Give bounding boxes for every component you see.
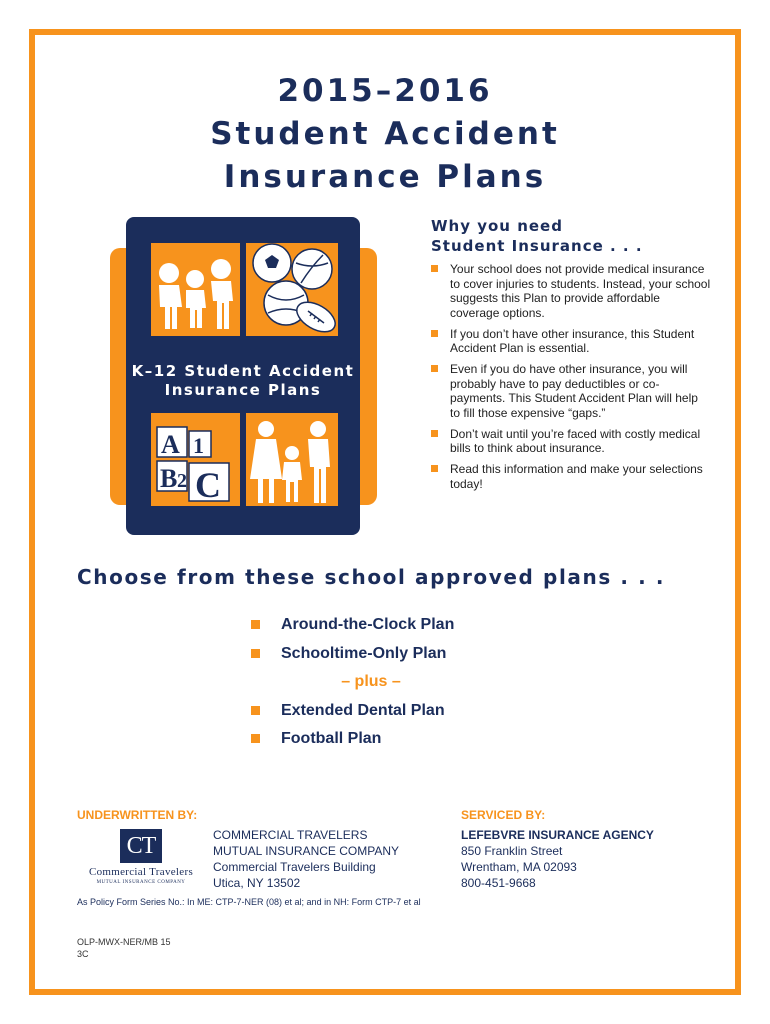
servicer-address xyxy=(461,827,654,891)
title-line-2: Student Accident xyxy=(210,116,560,152)
graphic-caption-line-2: Insurance Plans xyxy=(164,381,322,399)
logo-mark: CT xyxy=(120,829,162,863)
graphic-caption xyxy=(126,362,360,400)
plus-separator: – plus – xyxy=(341,673,401,690)
why-bullet-text: Read this information and make your selections today! xyxy=(450,462,703,491)
bullet-square-icon xyxy=(431,365,438,372)
abc-blocks-icon xyxy=(151,413,240,506)
plan-item xyxy=(251,699,551,728)
why-heading-line-2: Student Insurance . . . xyxy=(431,237,643,255)
logo-name: Commercial Travelers xyxy=(88,866,194,878)
why-bullet xyxy=(431,327,711,356)
why-bullet-text: Even if you do have other insurance, you will probably have to pay deductibles or co-payments. This Student Accident Plan will help to fill those expensive “gaps.” xyxy=(450,362,698,420)
plan-around-the-clock: Around-the-Clock Plan xyxy=(281,616,455,633)
bullet-square-icon xyxy=(251,649,260,658)
why-heading-line-1: Why you need xyxy=(431,217,563,235)
why-bullet-text: Your school does not provide medical insurance to cover injuries to students. Instead, your school suggests this Plan to provide affordable coverage options. xyxy=(450,262,711,320)
plan-football: Football Plan xyxy=(281,730,382,747)
why-bullet xyxy=(431,262,711,320)
plan-extended-dental: Extended Dental Plan xyxy=(281,701,445,719)
sports-balls-icon xyxy=(246,243,338,336)
choose-heading: Choose from these school approved plans . . . xyxy=(77,565,666,589)
underwriter-address xyxy=(213,827,399,891)
block-letter-a: A xyxy=(161,430,180,459)
why-bullet xyxy=(431,427,711,456)
title-line-3: Insurance Plans xyxy=(223,159,547,195)
why-bullet-list xyxy=(431,262,711,498)
block-letter-b: B xyxy=(160,464,178,493)
plan-item xyxy=(251,642,551,671)
underwriter-line: COMMERCIAL TRAVELERS xyxy=(213,828,368,842)
block-number-2: 2 xyxy=(177,470,187,492)
bullet-square-icon xyxy=(251,620,260,629)
graphic-caption-line-1: K–12 Student Accident xyxy=(131,362,355,380)
servicer-phone: 800-451-9668 xyxy=(461,876,536,890)
bullet-square-icon xyxy=(251,706,260,715)
form-id-line-1: OLP-MWX-NER/MB 15 xyxy=(77,937,171,947)
plan-list xyxy=(251,613,551,756)
bullet-square-icon xyxy=(431,330,438,337)
logo-subtitle: MUTUAL INSURANCE COMPANY xyxy=(96,880,186,885)
underwriter-line: MUTUAL INSURANCE COMPANY xyxy=(213,844,400,858)
bullet-square-icon xyxy=(251,734,260,743)
family-icon xyxy=(246,413,338,506)
children-icon xyxy=(151,243,240,336)
bullet-square-icon xyxy=(431,465,438,472)
block-number-1: 1 xyxy=(193,433,204,458)
commercial-travelers-logo xyxy=(77,829,205,889)
form-id xyxy=(77,936,171,960)
page-title xyxy=(0,70,770,199)
policy-note: As Policy Form Series No.: In ME: CTP-7-NER (08) et al; and in NH: Form CTP-7 et al xyxy=(77,897,421,907)
why-bullet xyxy=(431,362,711,420)
servicer-line: Wrentham, MA 02093 xyxy=(461,860,577,874)
bullet-square-icon xyxy=(431,430,438,437)
form-id-line-2: 3C xyxy=(77,949,89,959)
underwriter-line: Utica, NY 13502 xyxy=(213,876,301,890)
plan-schooltime-only: Schooltime-Only Plan xyxy=(281,644,447,662)
underwritten-label: UNDERWRITTEN BY: xyxy=(77,808,198,822)
serviced-label: SERVICED BY: xyxy=(461,808,546,822)
agency-name: LEFEBVRE INSURANCE AGENCY xyxy=(461,828,654,842)
plan-item xyxy=(251,613,551,642)
why-bullet-text: If you don’t have other insurance, this Student Accident Plan is essential. xyxy=(450,326,695,355)
plan-item xyxy=(251,727,551,756)
block-letter-c: C xyxy=(195,465,221,505)
why-bullet xyxy=(431,462,711,491)
underwriter-line: Commercial Travelers Building xyxy=(213,860,376,874)
bullet-square-icon xyxy=(431,265,438,272)
servicer-line: 850 Franklin Street xyxy=(461,844,563,858)
why-bullet-text: Don’t wait until you’re faced with costly medical bills to think about insurance. xyxy=(450,426,701,455)
title-years: 2015–2016 xyxy=(277,73,493,109)
why-heading xyxy=(431,216,721,256)
